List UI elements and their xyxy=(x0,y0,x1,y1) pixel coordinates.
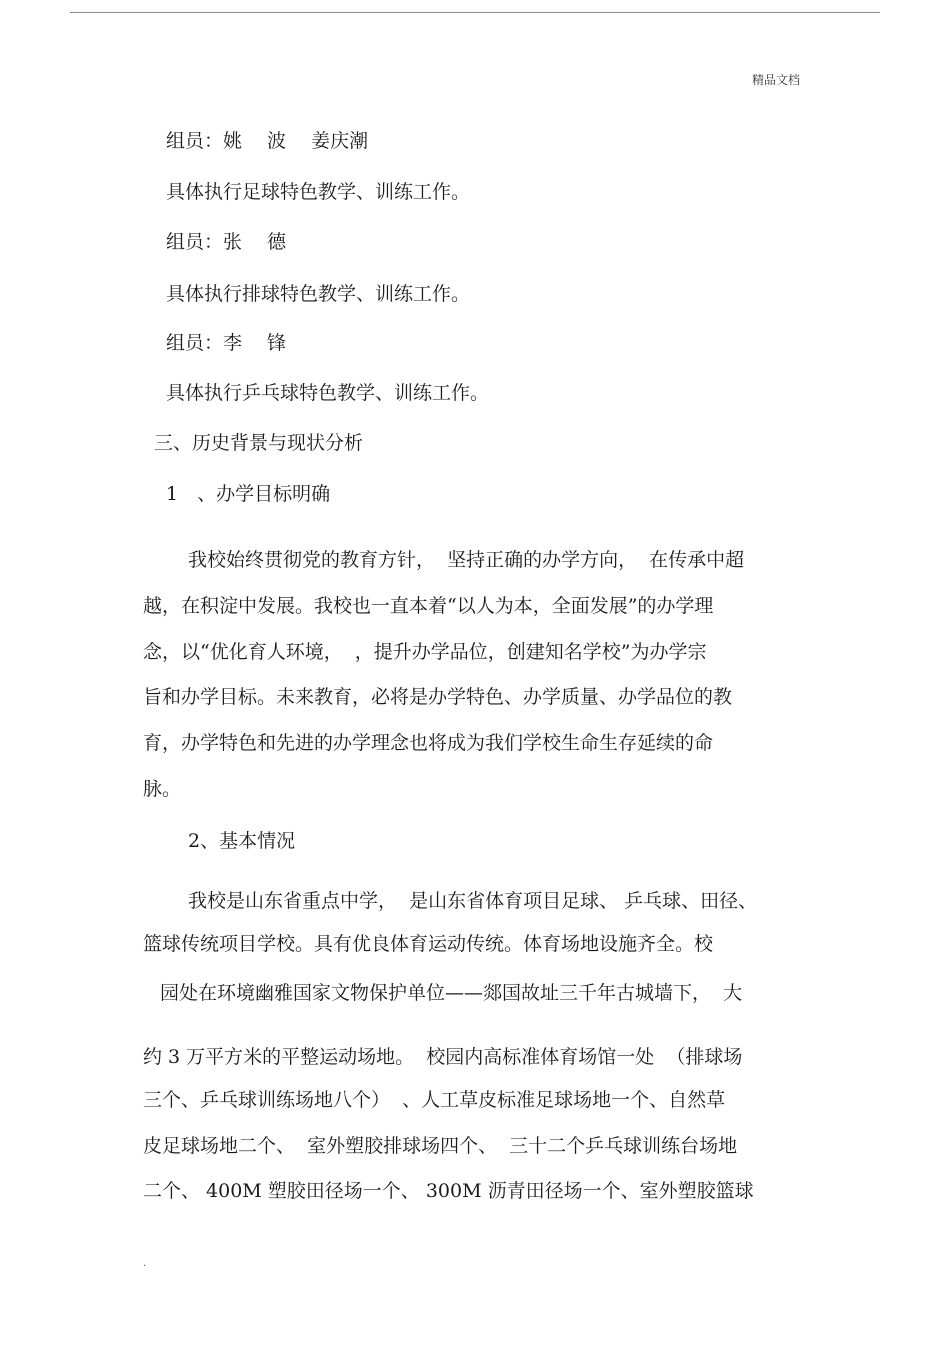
paragraph-line: 园处在环境幽雅国家文物保护单位——郯国故址三千年古城墙下， 大 xyxy=(160,982,743,1004)
paragraph-line: 我校是山东省重点中学， 是山东省体育项目足球、 乒乓球、田径、 xyxy=(188,890,758,912)
section-heading: 三、历史背景与现状分析 xyxy=(154,432,364,454)
footer-mark: . xyxy=(143,1258,147,1269)
member-line-tabletennis: 组员：李 锋 xyxy=(166,332,287,354)
paragraph-line: 二个、 400M 塑胶田径场一个、 300M 沥青田径场一个、室外塑胶篮球 xyxy=(143,1180,754,1202)
duty-line-volleyball: 具体执行排球特色教学、训练工作。 xyxy=(166,283,471,305)
paragraph-line: 约 3 万平方米的平整运动场地。 校园内高标准体育场馆一处 （排球场 xyxy=(143,1046,743,1068)
member-line-football: 组员：姚 波 姜庆潮 xyxy=(166,130,369,152)
paragraph-line: 脉。 xyxy=(143,778,182,800)
paragraph-line: 育，办学特色和先进的办学理念也将成为我们学校生命生存延续的命 xyxy=(143,732,714,754)
subheading-basic: 2、基本情况 xyxy=(188,830,296,852)
member-line-volleyball: 组员：张 德 xyxy=(166,231,287,253)
header-label: 精品文档 xyxy=(752,73,801,87)
paragraph-line: 念，以“优化育人环境， ，提升办学品位，创建知名学校”为办学宗 xyxy=(143,641,707,663)
paragraph-line: 三个、乒乓球训练场地八个） 、人工草皮标准足球场地一个、自然草 xyxy=(143,1089,726,1111)
duty-line-tabletennis: 具体执行乒乓球特色教学、训练工作。 xyxy=(166,382,490,404)
header-rule xyxy=(70,12,880,13)
paragraph-line: 篮球传统项目学校。具有优良体育运动传统。体育场地设施齐全。校 xyxy=(143,933,714,955)
subheading-goals: 1 、办学目标明确 xyxy=(166,483,331,505)
paragraph-line: 皮足球场地二个、 室外塑胶排球场四个、 三十二个乒乓球训练台场地 xyxy=(143,1135,738,1157)
duty-line-football: 具体执行足球特色教学、训练工作。 xyxy=(166,181,471,203)
paragraph-line: 越，在积淀中发展。我校也一直本着“以人为本，全面发展”的办学理 xyxy=(143,595,714,617)
paragraph-line: 旨和办学目标。未来教育，必将是办学特色、办学质量、办学品位的教 xyxy=(143,686,733,708)
paragraph-line: 我校始终贯彻党的教育方针， 坚持正确的办学方向， 在传承中超 xyxy=(188,549,745,571)
